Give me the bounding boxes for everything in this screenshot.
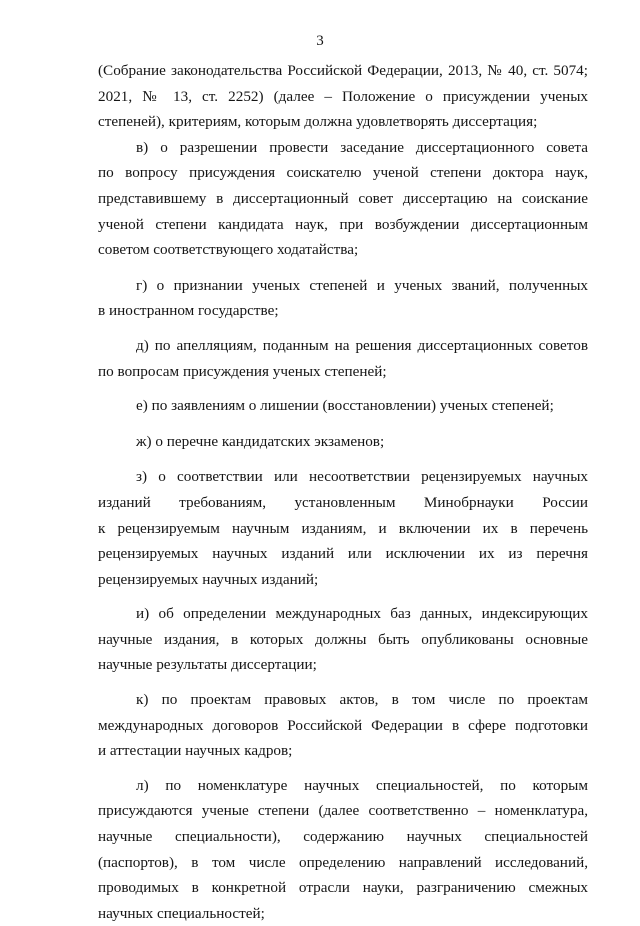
text-line: (Собрание законодательства Российской Федерации, 2013, № 40, ст. 5074;	[98, 62, 588, 79]
paragraph	[98, 58, 588, 135]
text-line: и) об определении международных баз данных, индексирующих	[136, 605, 588, 623]
text-line: научные результаты диссертации;	[98, 656, 317, 674]
document-body	[98, 58, 588, 926]
text-line: рецензируемых научных изданий или исключении их из перечня	[98, 545, 588, 563]
text-line: (паспортов), в том числе определению направлений исследований,	[98, 853, 588, 871]
text-line: е) по заявлениям о лишении (восстановлении) ученых степеней;	[136, 397, 554, 415]
paragraph	[98, 429, 588, 455]
text-line: ученой степени кандидата наук, при возбуждении диссертационным	[98, 215, 588, 233]
text-line: и аттестации научных кадров;	[98, 742, 293, 760]
text-line: научные специальности), содержанию научных специальностей	[98, 828, 588, 846]
paragraph	[98, 601, 588, 678]
text-line: проводимых в конкретной отрасли науки, разграничению смежных	[98, 879, 588, 897]
text-line: советом соответствующего ходатайства;	[98, 241, 359, 259]
paragraph	[98, 273, 588, 324]
text-line: к рецензируемым научным изданиям, и включении их в перечень	[98, 519, 588, 537]
text-line: присуждаются ученые степени (далее соответственно – номенклатура,	[98, 802, 588, 820]
text-line: по вопросам присуждения ученых степеней;	[98, 362, 387, 380]
text-line: ж) о перечне кандидатских экзаменов;	[136, 432, 385, 450]
text-line: представившему в диссертационный совет диссертацию на соискание	[98, 189, 588, 207]
text-line: г) о признании ученых степеней и ученых званий, полученных	[136, 276, 588, 294]
paragraph	[98, 464, 588, 592]
page-number: 3	[316, 33, 324, 49]
text-line: в иностранном государстве;	[98, 302, 279, 320]
text-line: л) по номенклатуре научных специальностей, по которым	[136, 776, 588, 794]
text-line: д) по апелляциям, поданным на решения диссертационных советов	[136, 336, 588, 354]
text-line: научных специальностей;	[98, 904, 265, 922]
text-line: з) о соответствии или несоответствии рецензируемых научных	[136, 468, 588, 486]
text-line: международных договоров Российской Федерации в сфере подготовки	[98, 716, 588, 734]
text-line: к) по проектам правовых актов, в том числе по проектам	[136, 691, 588, 709]
paragraph	[98, 773, 588, 926]
text-line: изданий требованиям, установленным Минобрнауки России	[98, 493, 588, 511]
text-line: в) о разрешении провести заседание диссертационного совета	[136, 138, 588, 156]
paragraph	[98, 393, 588, 419]
text-line: степеней), критериям, которым должна удовлетворять диссертация;	[98, 113, 538, 131]
text-line: научные издания, в которых должны быть опубликованы основные	[98, 630, 588, 648]
text-line: по вопросу присуждения соискателю ученой степени доктора наук,	[98, 164, 588, 182]
paragraph	[98, 687, 588, 764]
text-line: рецензируемых научных изданий;	[98, 570, 319, 588]
paragraph	[98, 333, 588, 384]
text-line: 2021, № 13, ст. 2252) (далее – Положение о присуждении ученых	[98, 87, 588, 105]
paragraph	[98, 135, 588, 263]
